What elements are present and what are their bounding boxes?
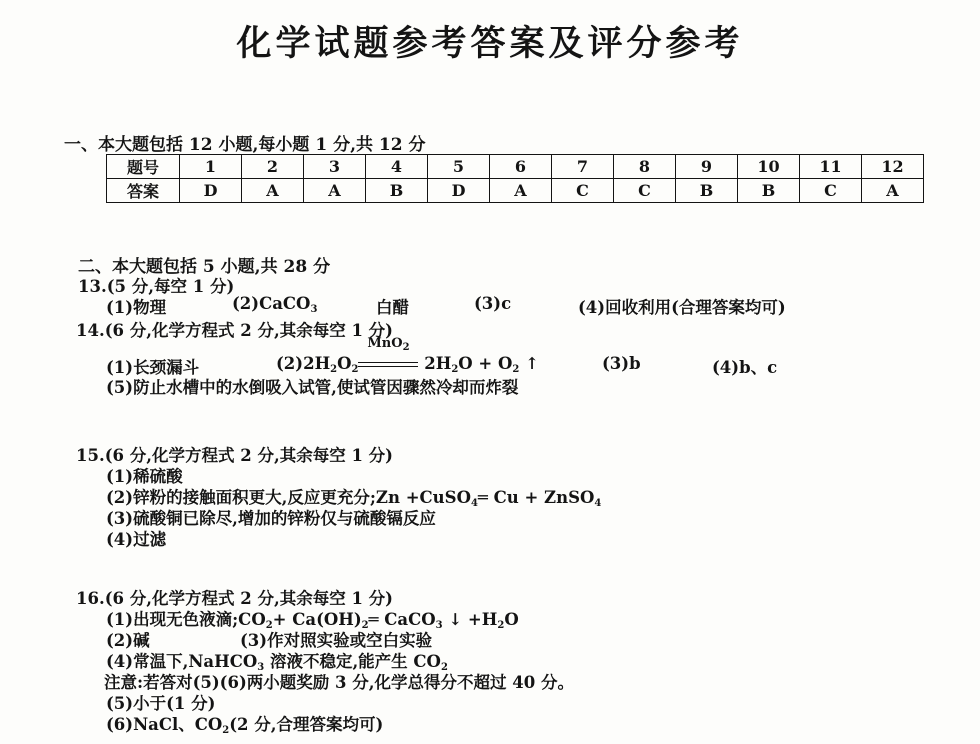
table-row-numbers (107, 155, 924, 179)
question-number-cell: 3 (304, 155, 366, 179)
q16-head: 16.(6 分,化学方程式 2 分,其余每空 1 分) (76, 589, 393, 608)
answer-cell: A (242, 179, 304, 203)
q14-answer-3: (3)b (602, 354, 641, 373)
answer-cell: B (738, 179, 800, 203)
answer-cell: B (366, 179, 428, 203)
answer-cell: C (800, 179, 862, 203)
question-number-cell: 11 (800, 155, 862, 179)
table-header-number: 题号 (107, 155, 180, 179)
q14-answer-4: (4)b、c (712, 358, 778, 377)
q16-note: 注意:若答对(5)(6)两小题奖励 3 分,化学总得分不超过 40 分。 (104, 673, 574, 692)
q15-answer-4: (4)过滤 (106, 530, 167, 549)
answer-cell: A (490, 179, 552, 203)
answer-cell: D (428, 179, 490, 203)
question-number-cell: 9 (676, 155, 738, 179)
question-number-cell: 5 (428, 155, 490, 179)
question-number-cell: 1 (180, 155, 242, 179)
q15-head: 15.(6 分,化学方程式 2 分,其余每空 1 分) (76, 446, 393, 465)
table-row-answers (107, 179, 924, 203)
q14-head: 14.(6 分,化学方程式 2 分,其余每空 1 分) (76, 321, 393, 340)
q15-answer-1: (1)稀硫酸 (106, 467, 183, 486)
answer-cell: C (552, 179, 614, 203)
question-number-cell: 8 (614, 155, 676, 179)
q16-answer-4: (4)常温下,NaHCO$_3$ 溶液不稳定,能产生 $CO_2$ (106, 652, 448, 673)
answer-cell: A (304, 179, 366, 203)
answer-cell: D (180, 179, 242, 203)
question-number-cell: 10 (738, 155, 800, 179)
q13-answer-2: (2)CaCO$_3$ (232, 294, 318, 315)
q16-answer-1: (1)出现无色液滴$;CO_2+$ $Ca(OH)_2═$ CaCO$_3$ ↓ $+H_2O$ (106, 610, 519, 631)
answer-table (106, 154, 924, 203)
q14-answer-2-equation: $(2)2H_2O_2$ MnO$_2$ $2H_2O + O_2$ ↑ (276, 336, 539, 375)
answer-cell: C (614, 179, 676, 203)
catalyst-label: MnO$_2$ (367, 336, 410, 353)
q14-answer-1: (1)长颈漏斗 (106, 358, 200, 377)
question-number-cell: 7 (552, 155, 614, 179)
question-number-cell: 12 (862, 155, 924, 179)
answer-cell: B (676, 179, 738, 203)
q16-answer-5: (5)小于(1 分) (106, 694, 216, 713)
table-header-answer: 答案 (107, 179, 180, 203)
section1-heading: 一、本大题包括 12 小题,每小题 1 分,共 12 分 (64, 135, 426, 155)
question-number-cell: 6 (490, 155, 552, 179)
q13-answer-1: (1)物理 (106, 298, 167, 317)
q15-answer-2: (2)锌粉的接触面积更大,反应更充分;Zn +CuSO$_4$═ Cu + ZnSO$_4$ (106, 488, 602, 509)
q14-answer-5: (5)防止水槽中的水倒吸入试管,使试管因骤然冷却而炸裂 (106, 378, 519, 397)
q13-head: 13.(5 分,每空 1 分) (78, 277, 235, 296)
section2-heading: 二、本大题包括 5 小题,共 28 分 (78, 257, 331, 277)
page-title: 化学试题参考答案及评分参考 (236, 23, 744, 64)
question-number-cell: 2 (242, 155, 304, 179)
q15-answer-3: (3)硫酸铜已除尽,增加的锌粉仅与硫酸镉反应 (106, 509, 436, 528)
q13-answer-2b: 白醋 (376, 298, 409, 317)
q16-answer-3: (3)作对照实验或空白实验 (240, 631, 433, 650)
q13-answer-3: (3)c (474, 294, 512, 313)
question-number-cell: 4 (366, 155, 428, 179)
q13-answer-4: (4)回收利用(合理答案均可) (578, 298, 786, 317)
answer-cell: A (862, 179, 924, 203)
q16-answer-2: (2)碱 (106, 631, 150, 650)
q16-answer-6: (6)NaCl、$CO_2(2$ 分,合理答案均可) (106, 715, 384, 736)
